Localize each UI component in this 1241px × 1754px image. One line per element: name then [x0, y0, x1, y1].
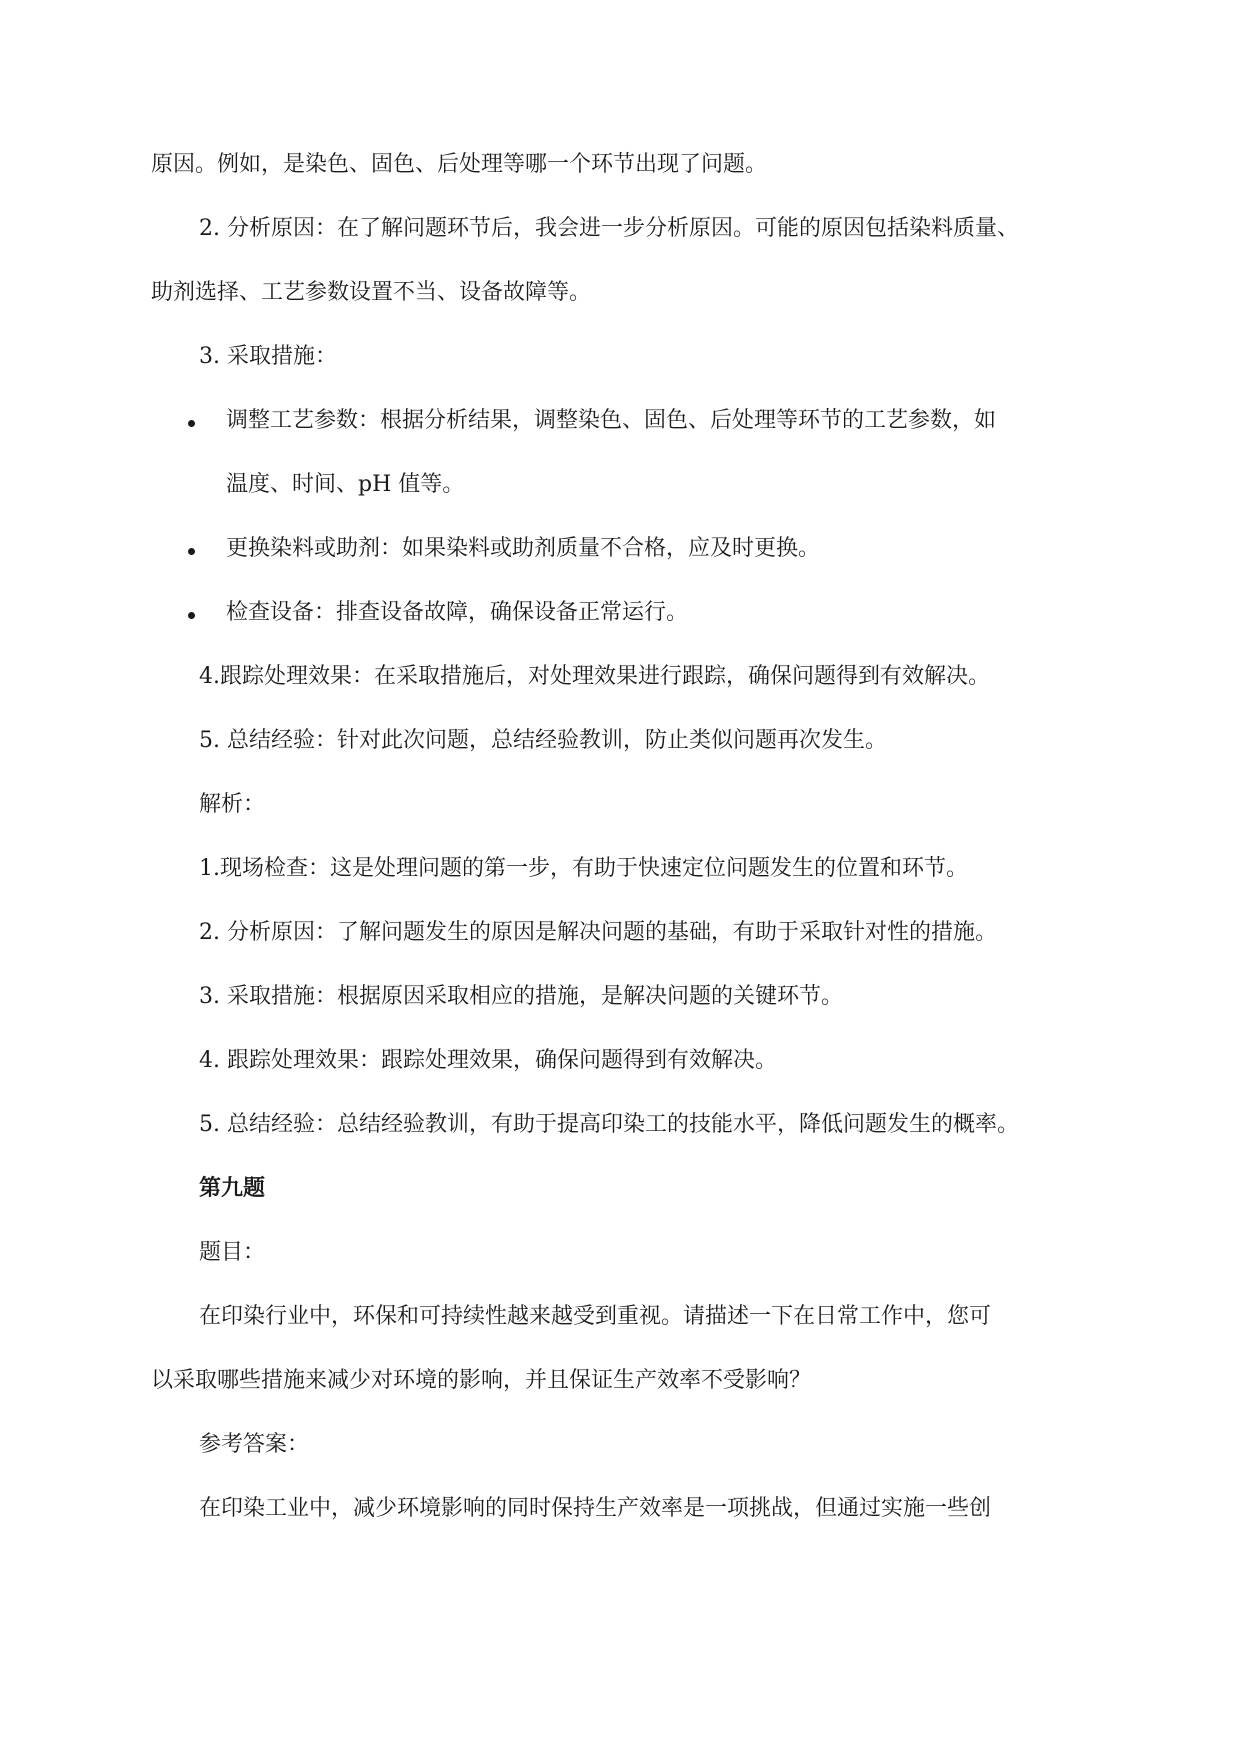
question-label: 题目：: [199, 1240, 266, 1265]
bullet-item-adjust-params: 调整工艺参数：根据分析结果，调整染色、固色、后处理等环节的工艺参数，如: [226, 408, 997, 433]
analysis-heading: 解析：: [199, 792, 266, 817]
answer-text: 在印染工业中，减少环境影响的同时保持生产效率是一项挑战，但通过实施一些创: [199, 1496, 992, 1521]
question-text-continuation: 以采取哪些措施来减少对环境的影响，并且保证生产效率不受影响？: [151, 1368, 812, 1393]
step-track-effect: 4.跟踪处理效果：在采取措施后，对处理效果进行跟踪，确保问题得到有效解决。: [199, 664, 990, 689]
answer-label: 参考答案：: [199, 1432, 310, 1457]
step-take-measures: 3. 采取措施：: [199, 344, 337, 369]
bullet-item-replace-dyes: 更换染料或助剂：如果染料或助剂质量不合格，应及时更换。: [226, 536, 821, 561]
step-analyze-cause: 2. 分析原因：在了解问题环节后，我会进一步分析原因。可能的原因包括染料质量、: [199, 216, 1019, 241]
step-summarize: 5. 总结经验：针对此次问题，总结经验教训，防止类似问题再次发生。: [199, 728, 887, 753]
analysis-item: 2. 分析原因：了解问题发生的原因是解决问题的基础，有助于采取针对性的措施。: [199, 920, 997, 945]
bullet-dot-icon: [188, 548, 195, 555]
question-text: 在印染行业中，环保和可持续性越来越受到重视。请描述一下在日常工作中，您可: [199, 1304, 992, 1329]
analysis-item: 1.现场检查：这是处理问题的第一步，有助于快速定位问题发生的位置和环节。: [199, 856, 968, 881]
section-heading: 第九题: [199, 1176, 266, 1201]
analysis-item: 5. 总结经验：总结经验教训，有助于提高印染工的技能水平，降低问题发生的概率。: [199, 1112, 1019, 1137]
paragraph-line: 助剂选择、工艺参数设置不当、设备故障等。: [151, 280, 592, 305]
bullet-item-check-equipment: 检查设备：排查设备故障，确保设备正常运行。: [226, 600, 689, 625]
paragraph-line: 原因。例如，是染色、固色、后处理等哪一个环节出现了问题。: [151, 152, 768, 177]
bullet-item-continuation: 温度、时间、pH 值等。: [226, 472, 465, 497]
analysis-item: 4. 跟踪处理效果：跟踪处理效果，确保问题得到有效解决。: [199, 1048, 777, 1073]
bullet-dot-icon: [188, 612, 195, 619]
analysis-item: 3. 采取措施：根据原因采取相应的措施，是解决问题的关键环节。: [199, 984, 843, 1009]
bullet-dot-icon: [188, 420, 195, 427]
